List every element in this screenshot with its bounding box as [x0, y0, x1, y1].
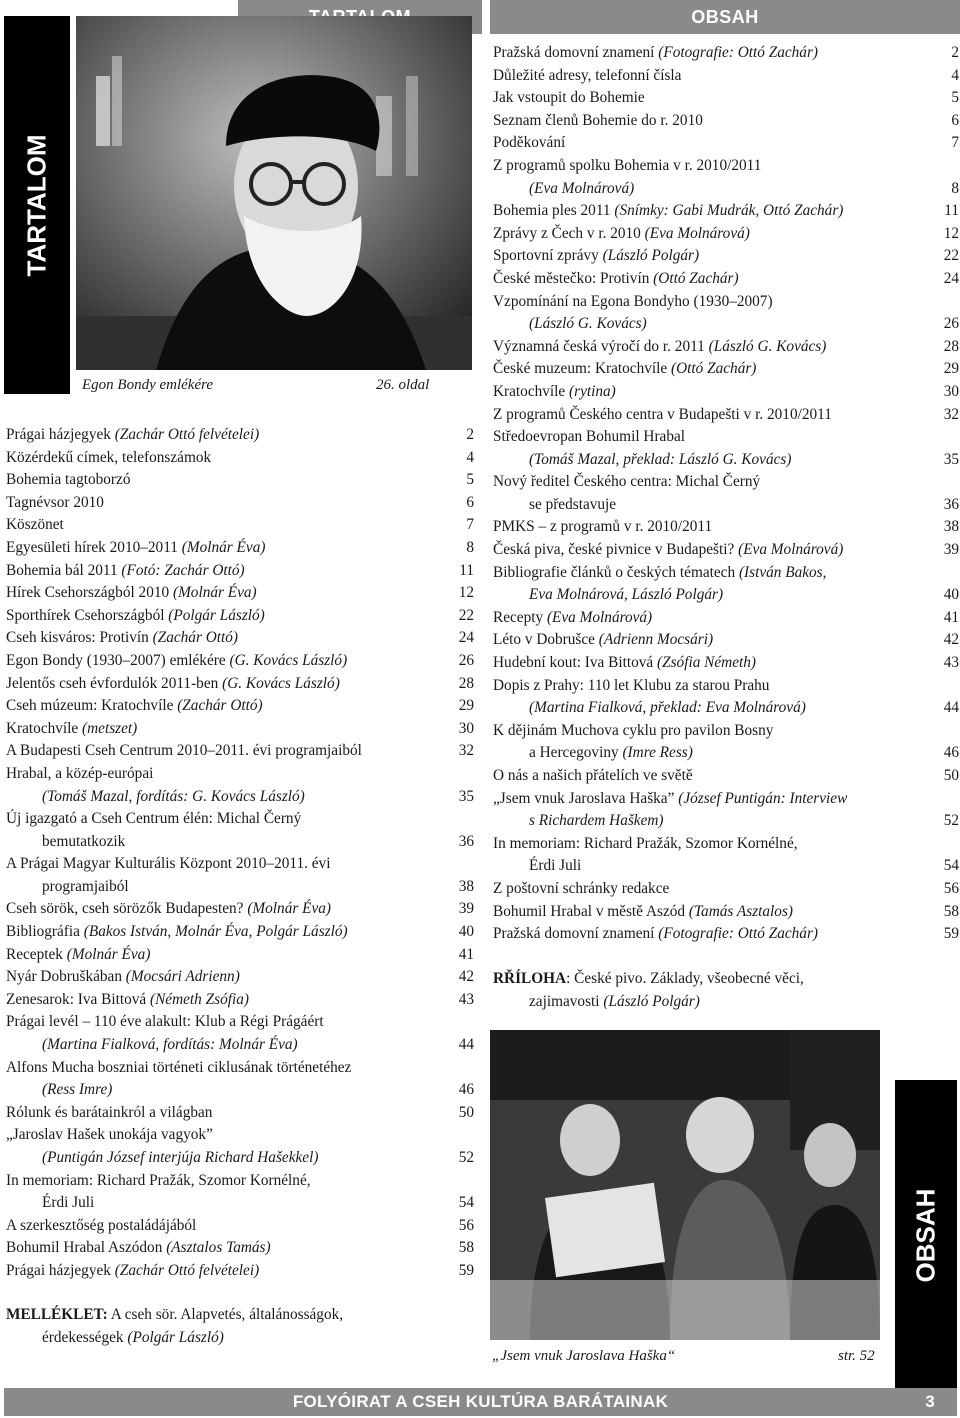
toc-entry-author: (Polgár László) — [168, 606, 265, 624]
toc-entry-page: 8 — [951, 179, 959, 197]
toc-entry-title: Z programů Českého centra v Budapešti v r. 2010/2011 — [493, 405, 832, 423]
toc-entry — [493, 132, 959, 155]
toc-entry-page: 39 — [458, 900, 474, 918]
toc-entry-title: Köszönet — [6, 516, 64, 534]
toc-entry-author: (József Puntigán: Interview — [678, 789, 848, 807]
toc-entry-page: 50 — [943, 767, 959, 784]
toc-entry — [6, 537, 474, 560]
toc-entry — [493, 720, 959, 743]
toc-entry-page: 46 — [943, 744, 959, 762]
toc-entry-page: 36 — [458, 832, 474, 850]
toc-entry-page: 11 — [459, 561, 474, 579]
toc-entry — [6, 1192, 474, 1215]
toc-entry-author: (Zachár Ottó) — [152, 629, 239, 647]
toc-entry-title: Prágai házjegyek — [6, 426, 115, 443]
toc-entry-title: PMKS – z programů v r. 2010/2011 — [493, 518, 713, 536]
toc-entry — [493, 449, 959, 472]
toc-entry-author: (Ottó Zachár) — [653, 269, 739, 287]
toc-entry-title: Cseh sörök, cseh sörözők Budapesten? — [6, 900, 248, 918]
toc-entry — [6, 469, 474, 492]
supplement-cz — [493, 968, 893, 1013]
toc-entry — [493, 471, 959, 494]
toc-entry-title: Kratochvíle — [6, 719, 83, 737]
toc-entry — [6, 1034, 474, 1057]
toc-entry — [493, 652, 959, 675]
toc-entry-title: Egyesületi hírek 2010–2011 — [6, 538, 182, 556]
toc-entry — [493, 607, 959, 630]
toc-entry-page: 28 — [458, 674, 474, 692]
toc-entry-page: 42 — [458, 968, 474, 986]
toc-entry-title: „Jaroslav Hašek unokája vagyok” — [6, 1126, 213, 1144]
toc-entry — [6, 1170, 474, 1193]
toc-entry — [6, 1260, 474, 1283]
toc-entry-author: (Ottó Zachár) — [670, 360, 757, 378]
toc-entry — [493, 110, 959, 133]
toc-entry-title: Érdi Juli — [42, 1194, 95, 1212]
toc-entry-page: 6 — [466, 493, 474, 511]
toc-entry-author: (metszet) — [82, 719, 138, 737]
toc-entry-title: Közérdekű címek, telefonszámok — [6, 448, 212, 466]
toc-entry-page: 4 — [466, 448, 474, 466]
toc-entry — [6, 447, 474, 470]
toc-entry — [493, 562, 959, 585]
toc-entry — [6, 1237, 474, 1260]
toc-entry — [6, 1147, 474, 1170]
toc-entry-author: (Zachár Ottó felvételei) — [114, 426, 260, 443]
toc-entry-author: (G. Kovács László) — [229, 651, 348, 669]
toc-entry-page: 52 — [943, 812, 959, 830]
toc-entry-author: (Zachár Ottó felvételei) — [114, 1261, 260, 1279]
toc-entry-author: (Snímky: Gabi Mudrák, Ottó Zachár) — [614, 202, 844, 220]
toc-entry-page: 2 — [951, 44, 959, 61]
toc-entry-page: 30 — [943, 382, 959, 400]
toc-entry — [493, 178, 959, 201]
toc-entry-author: (Mocsári Adrienn) — [125, 968, 240, 986]
toc-entry — [6, 718, 474, 741]
toc-entry — [6, 831, 474, 854]
supplement-label: MELLÉKLET: — [6, 1306, 108, 1323]
toc-entry-page: 50 — [458, 1103, 474, 1121]
toc-entry — [493, 291, 959, 314]
toc-entry-page: 26 — [943, 315, 959, 333]
toc-entry-page: 30 — [458, 719, 474, 737]
supplement-text: zajimavosti — [529, 992, 604, 1010]
toc-entry — [493, 697, 959, 720]
toc-entry-author: (Eva Molnárová) — [529, 179, 635, 197]
toc-entry — [6, 966, 474, 989]
group-photo-caption: „Jsem vnuk Jaroslava Haška“ — [492, 1348, 676, 1364]
toc-entry-page: 46 — [458, 1081, 474, 1099]
toc-entry-page: 35 — [458, 787, 474, 805]
toc-entry-author: (Zsófia Németh) — [657, 654, 756, 672]
toc-entry-page: 26 — [458, 651, 474, 669]
supplement-author: (Polgár László) — [127, 1328, 224, 1346]
supplement-text: : České pivo. Základy, všeobecné věci, — [566, 970, 804, 987]
portrait-page-ref: 26. oldal — [376, 377, 430, 393]
toc-entry-author: s Richardem Haškem) — [529, 812, 664, 830]
toc-entry-page: 28 — [943, 337, 959, 355]
toc-entry-title: Důležité adresy, telefonní čísla — [493, 66, 682, 84]
toc-entry — [493, 788, 959, 811]
toc-entry-title: Vzpomínání na Egona Bondyho (1930–2007) — [493, 292, 773, 310]
toc-entry-page: 59 — [458, 1261, 474, 1279]
toc-entry-title: Rólunk és barátainkról a világban — [6, 1103, 213, 1121]
toc-entry-title: Sporthírek Csehországból — [6, 606, 169, 624]
toc-entry-page: 22 — [458, 606, 474, 624]
toc-entry-author: (László Polgár) — [602, 247, 700, 265]
toc-entry-page: 52 — [458, 1149, 474, 1166]
toc-entry — [6, 1215, 474, 1238]
toc-entry-title: Jak vstoupit do Bohemie — [493, 89, 645, 107]
toc-entry-page: 32 — [943, 405, 959, 423]
toc-entry — [493, 539, 959, 562]
toc-entry-author: (Molnár Éva) — [181, 538, 266, 556]
portrait-illustration — [76, 16, 472, 370]
toc-entry-title: a Hercegoviny — [529, 744, 623, 762]
toc-entry-title: In memoriam: Richard Pražák, Szomor Kornélné, — [493, 834, 798, 852]
toc-entry-author: (István Bakos, — [738, 563, 827, 581]
toc-entry-title: Sportovní zprávy — [493, 247, 603, 265]
group-photo-page-ref: str. 52 — [838, 1348, 875, 1364]
toc-entry — [493, 810, 959, 833]
toc-entry-page: 22 — [943, 247, 959, 265]
toc-entry-title: Prágai levél – 110 éve alakult: Klub a Régi Prágáért — [6, 1013, 324, 1031]
toc-entry-title: Zenesarok: Iva Bittová — [6, 990, 150, 1008]
toc-entry-author: (Tomáš Mazal, fordítás: G. Kovács László) — [42, 787, 305, 805]
toc-entry-title: Z poštovní schránky redakce — [493, 879, 670, 897]
toc-entry-title: Bohemia tagtoborzó — [6, 471, 131, 489]
toc-entry — [6, 921, 474, 944]
toc-entry-author: (Eva Molnárová) — [738, 541, 844, 559]
toc-entry-author: (Eva Molnárová) — [644, 224, 750, 242]
toc-entry-title: A szerkesztőség postaládájából — [6, 1216, 197, 1234]
toc-entry — [6, 1057, 474, 1080]
toc-entry-author: (Fotó: Zachár Ottó) — [121, 561, 245, 579]
toc-entry-title: Seznam členů Bohemie do r. 2010 — [493, 111, 703, 129]
toc-entry — [6, 763, 474, 786]
toc-entry — [493, 516, 959, 539]
toc-entry — [6, 786, 474, 809]
toc-entry-title: Bohemia bál 2011 — [6, 561, 122, 579]
toc-entry-author: (Molnár Éva) — [66, 945, 151, 963]
toc-entry — [6, 627, 474, 650]
toc-entry-page: 58 — [458, 1239, 474, 1257]
toc-entry — [6, 944, 474, 967]
toc-entry-title: Nový ředitel Českého centra: Michal Černý — [493, 473, 761, 491]
toc-entry-title: A Prágai Magyar Kulturális Központ 2010–2011. évi — [6, 855, 331, 873]
toc-entry — [6, 424, 474, 447]
footer-bar — [4, 1388, 957, 1416]
toc-entry-author: (G. Kovács László) — [222, 674, 340, 692]
toc-entry-author: (Németh Zsófia) — [150, 990, 249, 1008]
toc-entry-author: (Martina Fialková, fordítás: Molnár Éva) — [42, 1036, 298, 1054]
toc-entry-title: Tagnévsor 2010 — [6, 493, 104, 511]
toc-entry-title: Cseh múzeum: Kratochvíle — [6, 697, 178, 715]
toc-entry-author: (rytina) — [569, 382, 616, 400]
toc-entry — [493, 833, 959, 856]
toc-entry-page: 5 — [951, 89, 959, 107]
toc-entry — [6, 514, 474, 537]
toc-entry — [493, 223, 959, 246]
portrait-photo — [76, 16, 472, 370]
toc-entry — [493, 313, 959, 336]
toc-entry — [6, 1102, 474, 1125]
toc-entry — [493, 855, 959, 878]
toc-entry-page: 29 — [943, 360, 959, 378]
toc-entry-title: Új igazgató a Cseh Centrum élén: Michal Černý — [6, 810, 302, 828]
toc-entry — [6, 740, 474, 763]
group-photo — [490, 1030, 880, 1340]
toc-entry — [493, 901, 959, 924]
toc-entry-page: 5 — [466, 471, 474, 489]
toc-entry — [493, 878, 959, 901]
toc-entry-page: 38 — [458, 877, 474, 895]
group-illustration — [490, 1030, 880, 1340]
toc-entry-title: Hudební kout: Iva Bittová — [493, 654, 657, 672]
footer-title: FOLYÓIRAT A CSEH KULTÚRA BARÁTAINAK — [292, 1392, 669, 1411]
toc-entry-author: (Molnár Éva) — [172, 584, 257, 602]
toc-entry-title: Hrabal, a közép-európai — [6, 764, 154, 782]
toc-entry — [6, 695, 474, 718]
toc-entry-author: (Tomáš Mazal, překlad: László G. Kovács) — [529, 450, 792, 468]
toc-entry-title: Receptek — [6, 945, 67, 963]
supplement-author: (László Polgár) — [603, 992, 700, 1010]
toc-entry-page: 7 — [951, 134, 959, 152]
toc-entry-title: Jelentős cseh évfordulók 2011-ben — [6, 674, 223, 692]
toc-entry-title: Středoevropan Bohumil Hrabal — [493, 428, 686, 446]
toc-entry — [6, 605, 474, 628]
toc-entry — [6, 492, 474, 515]
toc-entry-page: 40 — [458, 923, 474, 941]
toc-entry-page: 12 — [458, 584, 474, 602]
toc-entry — [6, 898, 474, 921]
toc-entry-page: 41 — [943, 608, 959, 626]
toc-entry-author: (Eva Molnárová) — [546, 608, 653, 626]
toc-entry — [6, 1079, 474, 1102]
side-tab-label: OBSAH — [910, 1188, 941, 1282]
toc-entry-title: Česká piva, české pivnice v Budapešti? — [493, 541, 739, 559]
toc-entry-page: 43 — [458, 990, 474, 1008]
toc-entry-title: In memoriam: Richard Pražák, Szomor Kornélné, — [6, 1171, 311, 1189]
toc-entry-title: Prágai házjegyek — [6, 1261, 115, 1279]
toc-entry-title: Pražská domovní znamení — [493, 925, 659, 943]
toc-entry — [6, 853, 474, 876]
toc-entry — [493, 336, 959, 359]
toc-entry — [493, 742, 959, 765]
toc-entry — [493, 765, 959, 788]
toc-entry-page: 56 — [943, 879, 959, 897]
toc-entry-title: Poděkování — [493, 134, 566, 152]
toc-entry-page: 44 — [943, 699, 959, 717]
supplement-hu — [6, 1304, 474, 1349]
side-tab-obsah — [895, 1080, 957, 1390]
toc-entry — [493, 245, 959, 268]
side-tab-tartalom — [4, 16, 70, 394]
toc-entry-page: 29 — [458, 697, 474, 715]
toc-entry-page: 44 — [458, 1036, 474, 1054]
toc-entry-page: 56 — [458, 1216, 474, 1234]
toc-entry-author: Eva Molnárová, László Polgár) — [529, 586, 724, 604]
toc-entry-page: 54 — [943, 857, 959, 875]
toc-entry — [493, 87, 959, 110]
toc-entry-author: (Imre Ress) — [622, 744, 693, 762]
toc-entry-title: Bohumil Hrabal v městě Aszód — [493, 902, 689, 920]
toc-entry-title: K dějinám Muchova cyklu pro pavilon Bosny — [493, 721, 774, 739]
toc-entry — [493, 629, 959, 652]
toc-entry — [493, 268, 959, 291]
toc-entry-author: (Tamás Asztalos) — [688, 902, 793, 920]
toc-entry — [493, 494, 959, 517]
toc-entry-author: (Ress Imre) — [42, 1081, 113, 1099]
toc-entry-page: 24 — [943, 269, 959, 287]
toc-entry-title: Bohumil Hrabal Aszódon — [6, 1239, 167, 1257]
toc-entry — [6, 560, 474, 583]
toc-entry — [493, 358, 959, 381]
toc-entry-author: (László G. Kovács) — [529, 315, 647, 333]
toc-entry-page: 7 — [466, 516, 474, 534]
toc-entry — [6, 582, 474, 605]
toc-entry — [493, 381, 959, 404]
toc-entry-title: Významná česká výročí do r. 2011 — [493, 337, 709, 355]
toc-entry — [493, 65, 959, 88]
toc-entry-title: Bibliografie článků o českých tématech — [493, 563, 739, 581]
toc-entry-page: 32 — [458, 742, 474, 760]
toc-entry — [6, 673, 474, 696]
toc-entry-title: Bibliográfia — [6, 923, 84, 941]
toc-entry-page: 35 — [943, 450, 959, 468]
toc-entry-title: Cseh kisváros: Protivín — [6, 629, 153, 647]
toc-entry-title: Pražská domovní znamení — [493, 44, 659, 61]
toc-entry-page: 6 — [951, 111, 959, 129]
toc-entry — [6, 808, 474, 831]
toc-entry-author: (Bakos István, Molnár Éva, Polgár László) — [83, 923, 348, 941]
toc-entry-page: 4 — [951, 66, 959, 84]
toc-entry-title: se představuje — [529, 495, 617, 513]
toc-entry-title: Zprávy z Čech v r. 2010 — [493, 224, 645, 242]
toc-entry — [493, 42, 959, 65]
section-header-cz: OBSAH — [490, 0, 960, 34]
toc-entry-title: Kratochvíle — [493, 382, 570, 400]
toc-entry-title: „Jsem vnuk Jaroslava Haška” — [493, 789, 679, 807]
toc-entry-page: 8 — [466, 538, 474, 556]
toc-entry-author: (Molnár Éva) — [247, 900, 331, 918]
toc-entry — [493, 923, 959, 946]
toc-entry — [6, 876, 474, 899]
toc-entry-title: Z programů spolku Bohemia v r. 2010/2011 — [493, 156, 762, 174]
page-number: 3 — [925, 1392, 935, 1411]
toc-entry-title: Egon Bondy (1930–2007) emlékére — [6, 651, 230, 669]
toc-entry-author: (Zachár Ottó) — [177, 697, 263, 715]
toc-entry-title: České muzeum: Kratochvíle — [493, 360, 671, 378]
toc-entry-title: Érdi Juli — [529, 857, 582, 875]
toc-entry-title: O nás a našich přátelích ve světě — [493, 767, 693, 784]
toc-entry — [493, 675, 959, 698]
supplement-text: A cseh sör. Alapvetés, általánosságok, — [107, 1306, 344, 1323]
toc-entry-author: (László G. Kovács) — [708, 337, 827, 355]
toc-entry-page: 42 — [943, 631, 959, 649]
toc-entry — [493, 404, 959, 427]
supplement-label: RŘÍLOHA — [493, 970, 567, 987]
toc-hungarian — [6, 424, 474, 1283]
toc-entry-author: (Puntigán József interjúja Richard Hašekkel) — [42, 1149, 319, 1166]
toc-entry — [6, 1011, 474, 1034]
toc-entry-page: 54 — [458, 1194, 474, 1212]
toc-entry-title: A Budapesti Cseh Centrum 2010–2011. évi programjaiból — [6, 742, 362, 760]
toc-entry — [6, 1124, 474, 1147]
toc-entry-title: České městečko: Protivín — [493, 269, 654, 287]
toc-entry — [493, 426, 959, 449]
toc-entry — [6, 650, 474, 673]
portrait-caption: Egon Bondy emlékére — [82, 377, 214, 393]
toc-entry-page: 39 — [943, 541, 959, 559]
toc-entry-page: 43 — [943, 654, 959, 672]
toc-entry-title: Bohemia ples 2011 — [493, 202, 615, 220]
toc-entry-title: bemutatkozik — [42, 832, 126, 850]
toc-entry — [6, 989, 474, 1012]
toc-entry-author: (Asztalos Tamás) — [166, 1239, 271, 1257]
toc-entry-page: 40 — [943, 586, 959, 604]
toc-entry-page: 11 — [944, 202, 959, 220]
toc-entry-page: 58 — [943, 902, 959, 920]
toc-entry-title: Hírek Csehországból 2010 — [6, 584, 173, 602]
toc-entry-page: 36 — [943, 495, 959, 513]
toc-entry-title: Alfons Mucha boszniai történeti ciklusának történetéhez — [6, 1058, 352, 1076]
toc-entry-author: (Fotografie: Ottó Zachár) — [658, 925, 819, 943]
toc-entry — [493, 155, 959, 178]
toc-entry-title: Dopis z Prahy: 110 let Klubu za starou Prahu — [493, 676, 770, 694]
toc-entry-page: 24 — [458, 629, 474, 647]
toc-entry — [493, 200, 959, 223]
toc-entry-page: 2 — [466, 426, 474, 443]
toc-entry-author: (Martina Fialková, překlad: Eva Molnárová) — [529, 699, 806, 717]
toc-entry-page: 38 — [943, 518, 959, 536]
supplement-text: érdekességek — [42, 1328, 128, 1346]
toc-entry-title: Léto v Dobrušce — [493, 631, 599, 649]
side-tab-label: TARTALOM — [21, 134, 52, 276]
toc-entry-author: (Fotografie: Ottó Zachár) — [658, 44, 819, 61]
toc-entry-page: 12 — [943, 224, 959, 242]
toc-entry-page: 41 — [458, 945, 474, 963]
toc-entry — [493, 584, 959, 607]
toc-entry-author: (Adrienn Mocsári) — [598, 631, 714, 649]
toc-entry-title: programjaiból — [42, 877, 129, 895]
toc-entry-title: Recepty — [493, 608, 547, 626]
toc-entry-page: 59 — [943, 925, 959, 943]
toc-czech — [493, 42, 959, 946]
toc-entry-title: Nyár Dobruškában — [6, 968, 126, 986]
